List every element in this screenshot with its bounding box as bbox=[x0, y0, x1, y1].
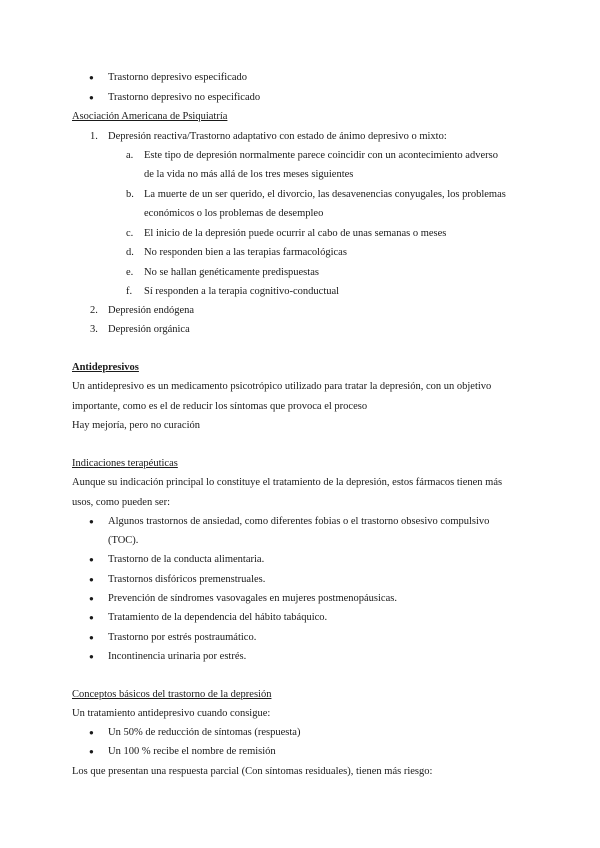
bullet-icon: ● bbox=[89, 728, 94, 737]
apa-heading: Asociación Americana de Psiquiatría bbox=[72, 111, 228, 122]
list-item: Depresión endógena bbox=[108, 305, 195, 316]
list-item: Prevención de síndromes vasovagales en mujeres postmenopáusicas. bbox=[108, 593, 397, 604]
list-letter: d. bbox=[126, 247, 134, 258]
list-item: El inicio de la depresión puede ocurrir al cabo de unas semanas o meses bbox=[144, 228, 447, 239]
list-item: Algunos trastornos de ansiedad, como diferentes fobias o el trastorno obsesivo compulsivo bbox=[108, 516, 490, 527]
list-item: Un 50% de reducción de síntomas (respuesta) bbox=[108, 727, 301, 738]
bullet-icon: ● bbox=[89, 93, 94, 102]
list-letter: a. bbox=[126, 150, 134, 161]
bullet-icon: ● bbox=[89, 555, 94, 564]
list-item: Trastorno de la conducta alimentaria. bbox=[108, 554, 265, 565]
list-item: Trastorno por estrés postraumático. bbox=[108, 632, 257, 643]
bullet-icon: ● bbox=[89, 73, 94, 82]
paragraph-note: Hay mejoría, pero no curación bbox=[72, 420, 200, 431]
list-item: La muerte de un ser querido, el divorcio, las desavenencias conyugales, los problemas bbox=[144, 189, 506, 200]
bullet-icon: ● bbox=[89, 575, 94, 584]
list-item-continuation: (TOC). bbox=[108, 535, 139, 546]
list-number: 3. bbox=[90, 324, 98, 335]
list-item: Sí responden a la terapia cognitivo-conductual bbox=[144, 286, 340, 297]
list-item: No responden bien a las terapias farmacológicas bbox=[144, 247, 347, 258]
list-item: Trastornos disfóricos premenstruales. bbox=[108, 574, 266, 585]
list-item: Trastorno depresivo especificado bbox=[108, 72, 247, 83]
paragraph-line: importante, como es el de reducir los síntomas que provoca el proceso bbox=[72, 401, 368, 412]
paragraph-line: Un tratamiento antidepresivo cuando consigue: bbox=[72, 708, 271, 719]
antidepresivos-heading: Antidepresivos bbox=[72, 362, 139, 373]
bullet-icon: ● bbox=[89, 633, 94, 642]
list-item: No se hallan genéticamente predispuestas bbox=[144, 267, 319, 278]
list-item: Este tipo de depresión normalmente parece coincidir con un acontecimiento adverso bbox=[144, 150, 498, 161]
paragraph-line: usos, como pueden ser: bbox=[72, 497, 170, 508]
list-number: 1. bbox=[90, 131, 98, 142]
paragraph-line: Los que presentan una respuesta parcial (Con síntomas residuales), tienen más riesgo: bbox=[72, 766, 433, 777]
paragraph-line: Un antidepresivo es un medicamento psicotrópico utilizado para tratar la depresión, con un objetivo bbox=[72, 381, 492, 392]
list-letter: e. bbox=[126, 267, 134, 278]
list-item-continuation: de la vida no más allá de los tres meses siguientes bbox=[144, 169, 354, 180]
bullet-icon: ● bbox=[89, 613, 94, 622]
list-letter: f. bbox=[126, 286, 133, 297]
bullet-icon: ● bbox=[89, 652, 94, 661]
list-letter: c. bbox=[126, 228, 134, 239]
conceptos-heading: Conceptos básicos del trastorno de la depresión bbox=[72, 689, 272, 700]
list-item: Trastorno depresivo no especificado bbox=[108, 92, 261, 103]
list-item-continuation: económicos o los problemas de desempleo bbox=[144, 208, 324, 219]
list-item: Un 100 % recibe el nombre de remisión bbox=[108, 746, 276, 757]
list-number: 2. bbox=[90, 305, 98, 316]
list-item: Incontinencia urinaria por estrés. bbox=[108, 651, 247, 662]
bullet-icon: ● bbox=[89, 517, 94, 526]
bullet-icon: ● bbox=[89, 594, 94, 603]
list-item: Depresión orgánica bbox=[108, 324, 190, 335]
list-letter: b. bbox=[126, 189, 134, 200]
paragraph-line: Aunque su indicación principal lo constituye el tratamiento de la depresión, estos fármacos tienen más bbox=[72, 477, 503, 488]
bullet-icon: ● bbox=[89, 747, 94, 756]
indicaciones-heading: Indicaciones terapéuticas bbox=[72, 458, 178, 469]
list-item: Depresión reactiva/Trastorno adaptativo con estado de ánimo depresivo o mixto: bbox=[108, 131, 447, 142]
list-item: Tratamiento de la dependencia del hábito tabáquico. bbox=[108, 612, 328, 623]
